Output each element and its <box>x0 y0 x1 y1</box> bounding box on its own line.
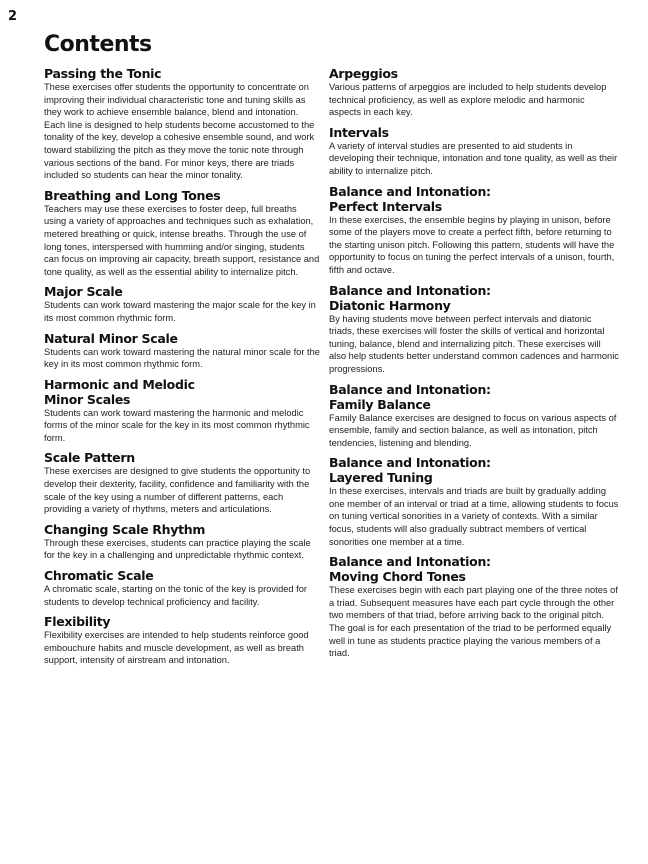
contents-section <box>44 331 320 371</box>
section-heading <box>44 188 320 203</box>
section-description: Students can work toward mastering the major scale for the key in its most common rhythmic form. <box>44 300 316 323</box>
section-description: These exercises begin with each part playing one of the three notes of a triad. Subsequent measures have each part cycle through the other two members of that triad, before arriving back to the original pitch. The goal is for each presentation of the triad to be performed equally well in tune as students practice playing the various members of a triad. <box>329 585 618 659</box>
section-title: Harmonic and Melodic <box>44 376 195 392</box>
section-heading <box>44 66 320 81</box>
section-description: Students can work toward mastering the natural minor scale for the key in its most common rhythmic form. <box>44 346 320 370</box>
section-title: Arpeggios <box>329 66 398 81</box>
section-heading <box>329 283 619 313</box>
section-heading <box>329 66 619 81</box>
section-heading <box>329 125 619 140</box>
section-subtitle: Diatonic Harmony <box>329 297 451 313</box>
contents-section <box>44 66 320 182</box>
section-subtitle: Moving Chord Tones <box>329 569 466 585</box>
left-column <box>44 66 320 673</box>
section-heading <box>329 554 619 584</box>
contents-section <box>329 283 619 376</box>
contents-section <box>329 554 619 660</box>
contents-section <box>44 284 320 324</box>
section-subtitle: Family Balance <box>329 396 431 412</box>
section-title: Balance and Intonation: <box>329 282 491 298</box>
section-description: Family Balance exercises are designed to focus on various aspects of ensemble, family and section balance, as well as intonation, pitch tendencies, listening and blending. <box>329 412 617 448</box>
section-description: In these exercises, the ensemble begins by playing in unison, before some of the players move to create a perfect fifth, before returning to the starting unison pitch. Following this pattern, students will have the opportunity to focus on tuning the perfect intervals of a unison, fourth, fifth and octave. <box>329 214 615 275</box>
section-title: Passing the Tonic <box>44 66 162 81</box>
section-subtitle: Layered Tuning <box>329 470 433 486</box>
section-heading <box>44 614 320 629</box>
section-description: By having students move between perfect intervals and diatonic triads, these exercises will foster the skills of vertical and horizontal tuning, balance, blend and internalizing pitch. These exercises will also help students better understand common cadences and harmonic progressions. <box>329 313 619 374</box>
section-heading <box>44 568 320 583</box>
page-number: 2 <box>8 9 18 24</box>
section-description: Teachers may use these exercises to foster deep, full breaths using a variety of approaches and techniques such as exhalation, metered breathing or quick, intense breaths. Through the use of long tones, interspersed with humming and/or singing, students can focus on improving air capacity, breath support, resistance and tone quality, as well as the essential ability to internalize pitch. <box>44 203 320 277</box>
section-heading <box>44 284 320 299</box>
section-heading <box>44 522 320 537</box>
contents-section <box>329 125 619 178</box>
section-description: A chromatic scale, starting on the tonic of the key is provided for students to develop technical proficiency and facility. <box>44 584 308 607</box>
contents-section <box>44 188 320 279</box>
contents-section <box>329 382 619 450</box>
section-description: A variety of interval studies are presented to aid students in developing their technique, intonation and tone quality, as well as their ability to internalize pitch. <box>329 140 618 176</box>
section-description: Through these exercises, students can practice playing the scale for the key in a challenging and unpredictable rhythmic context. <box>44 537 311 561</box>
section-description: Flexibility exercises are intended to help students reinforce good embouchure habits and muscle development, as well as breath support, intensity of airstream and intonation. <box>44 630 309 666</box>
section-subtitle: Perfect Intervals <box>329 198 442 214</box>
contents-section <box>44 614 320 667</box>
section-heading <box>44 377 320 407</box>
section-title: Intervals <box>329 124 389 140</box>
contents-section <box>44 568 320 608</box>
section-description: In these exercises, intervals and triads are built by gradually adding one member of an interval or triad at a time, allowing students to focus on tuning vertical sonorities in a variety of contexts. With a similar focus, students will also gradually subtract members of vertical sonorities one member at a time. <box>329 486 619 547</box>
contents-section <box>329 455 619 548</box>
section-heading <box>329 455 619 485</box>
section-title: Balance and Intonation: <box>329 455 491 471</box>
section-description: These exercises offer students the opportunity to concentrate on improving their individual characteristic tone and tuning skills as they work to achieve ensemble balance, blend and intonation. Each line is designed to help students become accustomed to the tonality of the key, develop a cohesive ensemble sound, and work toward stabilizing the pitch as they move the tonic note through various sections of the band. For minor keys, there are triads included so students can hear the minor tonality. <box>44 82 315 181</box>
section-heading <box>44 331 320 346</box>
section-title: Natural Minor Scale <box>44 330 178 346</box>
section-description: Various patterns of arpeggios are included to help students develop technical proficiency, as well as explore melodic and harmonic aspects in each key. <box>329 82 607 118</box>
section-title: Scale Pattern <box>44 450 135 466</box>
section-title: Major Scale <box>44 284 123 300</box>
contents-section <box>44 522 320 562</box>
section-title: Flexibility <box>44 614 111 630</box>
right-column <box>329 66 619 666</box>
section-title: Changing Scale Rhythm <box>44 521 206 537</box>
section-title: Balance and Intonation: <box>329 381 491 397</box>
contents-section <box>329 184 619 277</box>
contents-section <box>44 450 320 515</box>
section-heading <box>44 450 320 465</box>
page-title: Contents <box>44 32 152 57</box>
section-description: These exercises are designed to give students the opportunity to develop their dexterity, facility, confidence and familiarity with the scale of the key using a number of different patterns, each providing a variety of rhythms, meters and articulations. <box>44 466 311 515</box>
section-title: Breathing and Long Tones <box>44 187 221 203</box>
section-description: Students can work toward mastering the harmonic and melodic forms of the minor scale for the key in its most common rhythmic form. <box>44 407 310 443</box>
section-title: Balance and Intonation: <box>329 183 491 199</box>
section-subtitle: Minor Scales <box>44 391 131 407</box>
section-heading <box>329 382 619 412</box>
contents-section <box>329 66 619 119</box>
contents-section <box>44 377 320 445</box>
section-title: Chromatic Scale <box>44 568 154 584</box>
section-title: Balance and Intonation: <box>329 554 491 570</box>
section-heading <box>329 184 619 214</box>
